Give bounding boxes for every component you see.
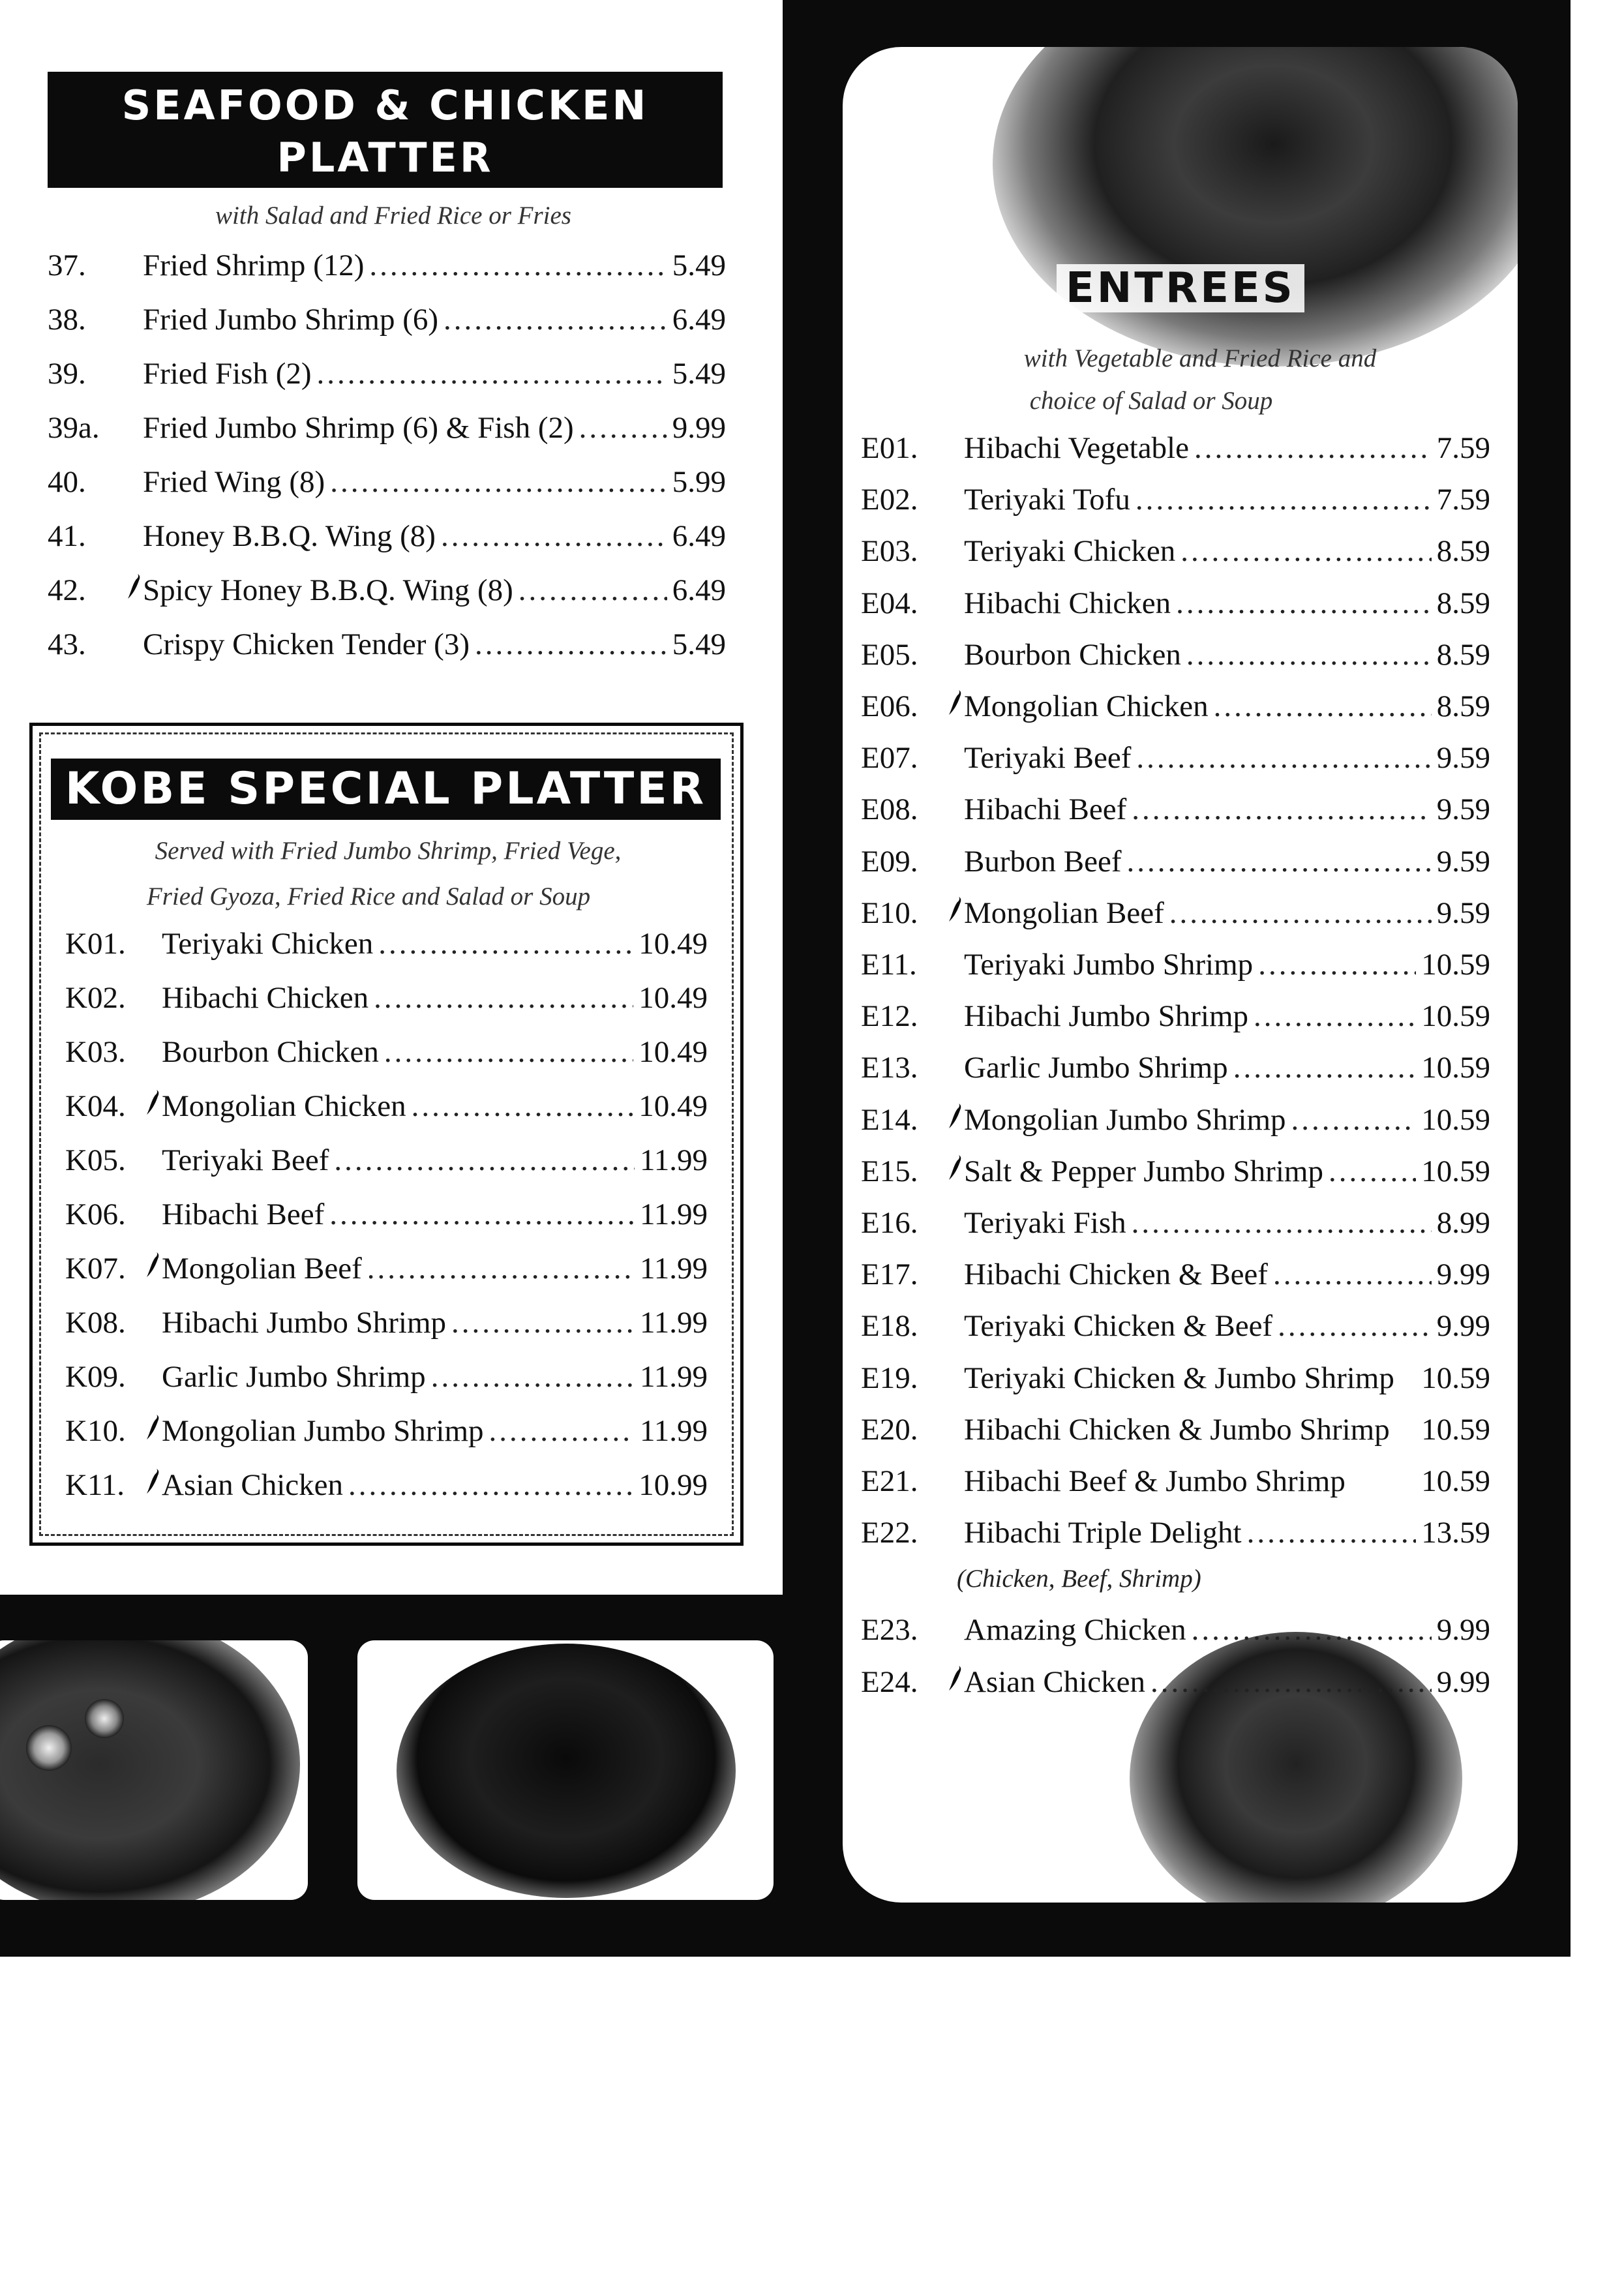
pepper-icon [946, 1102, 964, 1136]
menu-item [861, 430, 1490, 466]
menu-item [861, 1050, 1490, 1085]
item-number: 38. [48, 303, 86, 337]
dot-leader [1186, 637, 1432, 672]
item-price: 10.49 [639, 927, 708, 961]
right-margin [1565, 0, 1624, 1957]
pepper-icon [143, 1251, 162, 1285]
item-number: E06. [861, 689, 918, 723]
menu-item [861, 482, 1490, 517]
item-number: 42. [48, 573, 86, 607]
item-name: Fried Jumbo Shrimp (6) [143, 303, 439, 337]
menu-item [65, 1251, 708, 1286]
item-price: 9.99 [1436, 1613, 1490, 1648]
dot-leader [519, 573, 667, 608]
item-name: Mongolian Jumbo Shrimp [162, 1414, 484, 1448]
item-price: 10.59 [1421, 1361, 1490, 1395]
seafood-title [48, 72, 723, 188]
dot-leader [579, 410, 667, 445]
item-name: Garlic Jumbo Shrimp [964, 1051, 1228, 1085]
item-name: Teriyaki Beef [964, 741, 1132, 775]
item-price: 7.59 [1436, 483, 1490, 517]
menu-item [861, 999, 1490, 1034]
menu-item [861, 1464, 1490, 1499]
menu-item [861, 1412, 1490, 1447]
item-price: 11.99 [639, 1197, 708, 1231]
item-price: 11.99 [639, 1252, 708, 1286]
item-price: 5.49 [672, 357, 726, 391]
item-price: 8.59 [1436, 637, 1490, 672]
dot-leader [1233, 1050, 1417, 1085]
item-name: Spicy Honey B.B.Q. Wing (8) [143, 573, 513, 607]
item-name: Mongolian Beef [162, 1252, 362, 1286]
item-price: 5.99 [672, 465, 726, 499]
item-price: 13.59 [1421, 1516, 1490, 1550]
pepper-icon [143, 1468, 162, 1501]
menu-item [861, 844, 1490, 879]
item-price: 5.49 [672, 248, 726, 282]
dot-leader [1132, 792, 1431, 827]
item-name: Hibachi Beef [162, 1197, 325, 1231]
menu-item [65, 1089, 708, 1124]
dot-leader [489, 1413, 635, 1449]
item-name: Asian Chicken [162, 1468, 344, 1502]
item-price: 8.59 [1436, 689, 1490, 723]
menu-item [65, 1468, 708, 1503]
item-number: E19. [861, 1361, 918, 1395]
item-price: 9.99 [1436, 1309, 1490, 1344]
menu-item [48, 519, 726, 554]
dot-leader [1273, 1257, 1432, 1292]
menu-item [65, 926, 708, 961]
item-price: 11.99 [639, 1143, 708, 1177]
item-price: 9.99 [1436, 1257, 1490, 1292]
item-price: 10.59 [1421, 1154, 1490, 1188]
item-name: Hibachi Vegetable [964, 431, 1189, 465]
kobe-title: KOBE SPECIAL PLATTER [51, 759, 721, 820]
menu-item [48, 573, 726, 608]
item-number: E23. [861, 1613, 918, 1648]
pepper-icon [946, 1664, 964, 1698]
menu-item [861, 1308, 1490, 1344]
dot-leader [369, 248, 667, 283]
menu-item [861, 586, 1490, 621]
item-number: E01. [861, 431, 918, 465]
item-price: 10.49 [639, 1089, 708, 1123]
item-name: Bourbon Chicken [964, 637, 1181, 672]
dot-leader [1291, 1102, 1417, 1137]
dot-leader [1194, 430, 1432, 466]
entrees-title: ENTREES [1057, 264, 1304, 312]
dot-leader [412, 1089, 634, 1124]
food-photo-beef [357, 1640, 774, 1900]
item-number: 43. [48, 627, 86, 661]
item-name: Hibachi Chicken & Jumbo Shrimp [964, 1412, 1390, 1447]
menu-item [65, 1305, 708, 1340]
menu-item [861, 637, 1490, 672]
item-number: E12. [861, 999, 918, 1034]
item-number: E20. [861, 1412, 918, 1447]
item-price: 8.59 [1436, 586, 1490, 620]
item-name: Fried Jumbo Shrimp (6) & Fish (2) [143, 411, 574, 445]
item-name: Fried Fish (2) [143, 357, 312, 391]
dot-leader [330, 464, 667, 500]
item-price: 9.59 [1436, 844, 1490, 879]
dot-leader [475, 627, 667, 662]
item-number: K06. [65, 1197, 126, 1231]
food-photo-shrimp [0, 1640, 308, 1900]
item-number: E09. [861, 844, 918, 879]
item-price: 7.59 [1436, 431, 1490, 465]
menu-item [861, 792, 1490, 827]
item-number: 37. [48, 248, 86, 282]
item-name: Hibachi Jumbo Shrimp [964, 999, 1249, 1034]
dot-leader [1180, 534, 1431, 569]
item-name: Hibachi Chicken [162, 981, 369, 1015]
item-name: Teriyaki Chicken [964, 534, 1176, 569]
bottom-margin [0, 1957, 1624, 2288]
item-price: 6.49 [672, 573, 726, 607]
item-number: E24. [861, 1664, 918, 1699]
item-number: E18. [861, 1309, 918, 1344]
menu-item [65, 980, 708, 1016]
dot-leader [329, 1197, 635, 1232]
menu-item [65, 1197, 708, 1232]
item-name: Amazing Chicken [964, 1613, 1186, 1648]
menu-item [48, 302, 726, 337]
item-number: 39. [48, 357, 86, 391]
item-number: E21. [861, 1464, 918, 1498]
dot-leader [444, 302, 667, 337]
menu-item [861, 1612, 1490, 1648]
entrees-subtitle-line2: choice of Salad or Soup [1029, 387, 1273, 415]
item-name: Hibachi Chicken [964, 586, 1171, 620]
dot-leader [334, 1143, 635, 1178]
item-number: E13. [861, 1051, 918, 1085]
food-photo-top [993, 47, 1518, 367]
dot-leader [1214, 689, 1432, 724]
menu-item [861, 1664, 1490, 1700]
item-price: 10.59 [1421, 999, 1490, 1034]
dot-leader [1150, 1664, 1432, 1700]
item-number: K07. [65, 1252, 126, 1286]
dot-leader [384, 1034, 633, 1070]
item-name: Teriyaki Tofu [964, 483, 1130, 517]
item-number: 39a. [48, 411, 100, 445]
menu-item [861, 896, 1490, 931]
pepper-icon [143, 1089, 162, 1122]
item-number: E05. [861, 637, 918, 672]
item-number: 41. [48, 519, 86, 553]
item-price: 8.99 [1436, 1206, 1490, 1240]
menu-item [65, 1034, 708, 1070]
triple-delight-note: (Chicken, Beef, Shrimp) [957, 1565, 1201, 1593]
item-price: 10.49 [639, 1035, 708, 1069]
dot-leader [1169, 896, 1432, 931]
item-number: K09. [65, 1360, 126, 1394]
dot-leader [441, 519, 667, 554]
item-number: K01. [65, 927, 126, 961]
item-number: E14. [861, 1102, 918, 1137]
item-price: 6.49 [672, 303, 726, 337]
item-name: Mongolian Jumbo Shrimp [964, 1102, 1286, 1137]
pepper-icon [946, 1154, 964, 1188]
item-name: Hibachi Beef [964, 792, 1127, 827]
item-price: 9.99 [672, 411, 726, 445]
item-name: Fried Shrimp (12) [143, 248, 365, 282]
item-name: Honey B.B.Q. Wing (8) [143, 519, 436, 553]
menu-item [861, 689, 1490, 724]
item-number: K10. [65, 1414, 126, 1448]
item-name: Hibachi Beef & Jumbo Shrimp [964, 1464, 1346, 1498]
item-number: E08. [861, 792, 918, 827]
dot-leader [1278, 1308, 1432, 1344]
dot-leader [378, 926, 633, 961]
item-number: E03. [861, 534, 918, 569]
item-price: 10.59 [1421, 1412, 1490, 1447]
pepper-icon [946, 689, 964, 723]
item-price: 9.59 [1436, 896, 1490, 930]
item-name: Teriyaki Jumbo Shrimp [964, 948, 1254, 982]
seafood-subtitle: with Salad and Fried Rice or Fries [215, 202, 571, 230]
dot-leader [1126, 844, 1431, 879]
menu-item [48, 248, 726, 283]
pepper-icon [143, 1413, 162, 1447]
menu-item [861, 1361, 1490, 1396]
dot-leader [367, 1251, 635, 1286]
seafood-title-line1: SEAFOOD & CHICKEN [121, 82, 649, 129]
menu-item [861, 534, 1490, 569]
dot-leader [1258, 947, 1416, 982]
item-name: Teriyaki Fish [964, 1206, 1126, 1240]
item-number: E15. [861, 1154, 918, 1188]
menu-item [861, 947, 1490, 982]
menu-item [48, 410, 726, 445]
menu-item [65, 1413, 708, 1449]
item-number: E02. [861, 483, 918, 517]
item-name: Mongolian Chicken [162, 1089, 406, 1123]
item-number: K11. [65, 1468, 125, 1502]
menu-item [861, 1154, 1490, 1189]
left-panel [0, 0, 783, 1595]
dot-leader [431, 1359, 635, 1394]
menu-item [861, 1515, 1490, 1550]
item-price: 11.99 [639, 1306, 708, 1340]
item-number: E07. [861, 741, 918, 775]
menu-item [65, 1359, 708, 1394]
menu-item [861, 740, 1490, 775]
dot-leader [348, 1468, 633, 1503]
item-name: Asian Chicken [964, 1664, 1146, 1699]
item-name: Salt & Pepper Jumbo Shrimp [964, 1154, 1323, 1188]
item-name: Burbon Beef [964, 844, 1122, 879]
dot-leader [374, 980, 633, 1016]
item-number: E16. [861, 1206, 918, 1240]
item-number: E04. [861, 586, 918, 620]
pepper-icon [125, 573, 143, 607]
item-number: 40. [48, 465, 86, 499]
seafood-title-line2: PLATTER [277, 134, 494, 181]
item-number: K04. [65, 1089, 126, 1123]
item-name: Hibachi Jumbo Shrimp [162, 1306, 447, 1340]
dot-leader [1132, 1205, 1432, 1241]
kobe-subtitle-line2: Fried Gyoza, Fried Rice and Salad or Soup [146, 882, 591, 911]
item-price: 5.49 [672, 627, 726, 661]
item-price: 9.59 [1436, 741, 1490, 775]
item-number: E11. [861, 948, 917, 982]
dot-leader [1136, 740, 1431, 775]
item-price: 10.59 [1421, 1051, 1490, 1085]
item-price: 6.49 [672, 519, 726, 553]
item-number: E10. [861, 896, 918, 930]
item-price: 10.59 [1421, 948, 1490, 982]
item-name: Teriyaki Beef [162, 1143, 329, 1177]
item-number: K03. [65, 1035, 126, 1069]
menu-item [861, 1102, 1490, 1137]
item-name: Hibachi Chicken & Beef [964, 1257, 1268, 1292]
item-number: K02. [65, 981, 126, 1015]
item-number: E22. [861, 1516, 918, 1550]
item-price: 8.59 [1436, 534, 1490, 569]
dot-leader [317, 356, 667, 391]
dot-leader [1247, 1515, 1417, 1550]
menu-item [861, 1205, 1490, 1241]
menu-item [65, 1143, 708, 1178]
menu-item [48, 627, 726, 662]
dot-leader [1254, 999, 1416, 1034]
dot-leader [1176, 586, 1432, 621]
item-number: K05. [65, 1143, 126, 1177]
item-name: Teriyaki Chicken & Jumbo Shrimp [964, 1361, 1394, 1395]
dot-leader [1192, 1612, 1432, 1648]
kobe-subtitle-line1: Served with Fried Jumbo Shrimp, Fried Vege, [155, 837, 622, 865]
item-price: 11.99 [639, 1414, 708, 1448]
item-price: 10.99 [639, 1468, 708, 1502]
dot-leader [1329, 1154, 1416, 1189]
item-price: 9.59 [1436, 792, 1490, 827]
entrees-subtitle-line1: with Vegetable and Fried Rice and [1023, 344, 1377, 372]
item-name: Hibachi Triple Delight [964, 1516, 1242, 1550]
item-name: Fried Wing (8) [143, 465, 325, 499]
item-number: E17. [861, 1257, 918, 1292]
item-number: K08. [65, 1306, 126, 1340]
menu-item [48, 356, 726, 391]
item-name: Garlic Jumbo Shrimp [162, 1360, 426, 1394]
item-price: 10.49 [639, 981, 708, 1015]
pepper-icon [946, 896, 964, 929]
menu-item [48, 464, 726, 500]
menu-item [861, 1257, 1490, 1292]
item-price: 11.99 [639, 1360, 708, 1394]
item-name: Crispy Chicken Tender (3) [143, 627, 470, 661]
item-name: Bourbon Chicken [162, 1035, 379, 1069]
dot-leader [451, 1305, 635, 1340]
item-price: 9.99 [1436, 1664, 1490, 1699]
item-price: 10.59 [1421, 1464, 1490, 1498]
item-name: Teriyaki Chicken [162, 927, 374, 961]
item-name: Mongolian Chicken [964, 689, 1209, 723]
item-name: Mongolian Beef [964, 896, 1164, 930]
item-name: Teriyaki Chicken & Beef [964, 1309, 1273, 1344]
item-price: 10.59 [1421, 1102, 1490, 1137]
dot-leader [1135, 482, 1432, 517]
